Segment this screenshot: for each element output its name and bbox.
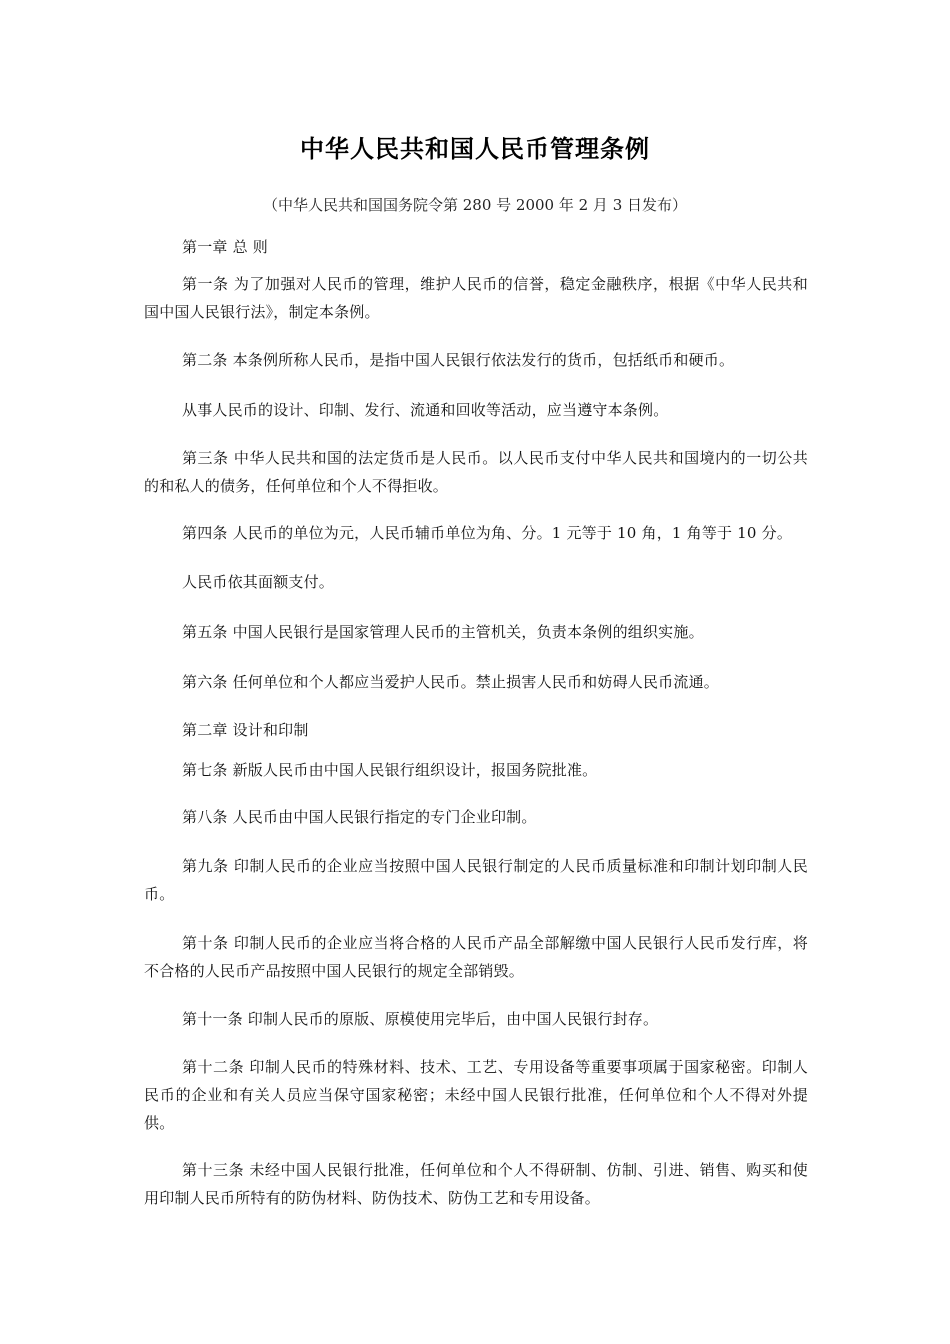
article-paragraph: 第十三条 未经中国人民银行批准，任何单位和个人不得研制、仿制、引进、销售、购买和使用印制人民币所特有的防伪材料、防伪技术、防伪工艺和专用设备。	[144, 1161, 808, 1207]
article-paragraph: 第六条 任何单位和个人都应当爱护人民币。禁止损害人民币和妨碍人民币流通。	[182, 673, 719, 691]
page-title: 中华人民共和国人民币管理条例	[300, 135, 650, 163]
article-paragraph: 第八条 人民币由中国人民银行指定的专门企业印制。	[182, 808, 537, 826]
article-paragraph: 第七条 新版人民币由中国人民银行组织设计，报国务院批准。	[182, 761, 598, 779]
chapter-heading: 第一章 总 则	[182, 238, 268, 256]
article-paragraph: 第十一条 印制人民币的原版、原模使用完毕后，由中国人民银行封存。	[182, 1010, 659, 1028]
article-paragraph: 第十条 印制人民币的企业应当将合格的人民币产品全部解缴中国人民银行人民币发行库，将不合格的人民币产品按照中国人民银行的规定全部销毁。	[144, 934, 808, 980]
article-paragraph: 第二条 本条例所称人民币，是指中国人民银行依法发行的货币，包括纸币和硬币。	[182, 351, 735, 369]
article-paragraph: 第四条 人民币的单位为元，人民币辅币单位为角、分。1 元等于 10 角，1 角等于 10 分。	[182, 524, 793, 542]
article-paragraph: 第五条 中国人民银行是国家管理人民币的主管机关，负责本条例的组织实施。	[182, 623, 704, 641]
article-paragraph: 第三条 中华人民共和国的法定货币是人民币。以人民币支付中华人民共和国境内的一切公共的和私人的债务，任何单位和个人不得拒收。	[144, 449, 808, 495]
article-paragraph: 第十二条 印制人民币的特殊材料、技术、工艺、专用设备等重要事项属于国家秘密。印制人民币的企业和有关人员应当保守国家秘密；未经中国人民银行批准，任何单位和个人不得对外提供。	[144, 1058, 808, 1132]
article-paragraph: 人民币依其面额支付。	[182, 573, 335, 591]
chapter-heading: 第二章 设计和印制	[182, 721, 309, 739]
decree-subtitle: （中华人民共和国国务院令第 280 号 2000 年 2 月 3 日发布）	[262, 196, 688, 214]
article-paragraph: 从事人民币的设计、印制、发行、流通和回收等活动，应当遵守本条例。	[182, 401, 669, 419]
article-paragraph: 第一条 为了加强对人民币的管理，维护人民币的信誉，稳定金融秩序，根据《中华人民共和国中国人民银行法》，制定本条例。	[144, 275, 808, 321]
article-paragraph: 第九条 印制人民币的企业应当按照中国人民银行制定的人民币质量标准和印制计划印制人民币。	[144, 857, 808, 903]
